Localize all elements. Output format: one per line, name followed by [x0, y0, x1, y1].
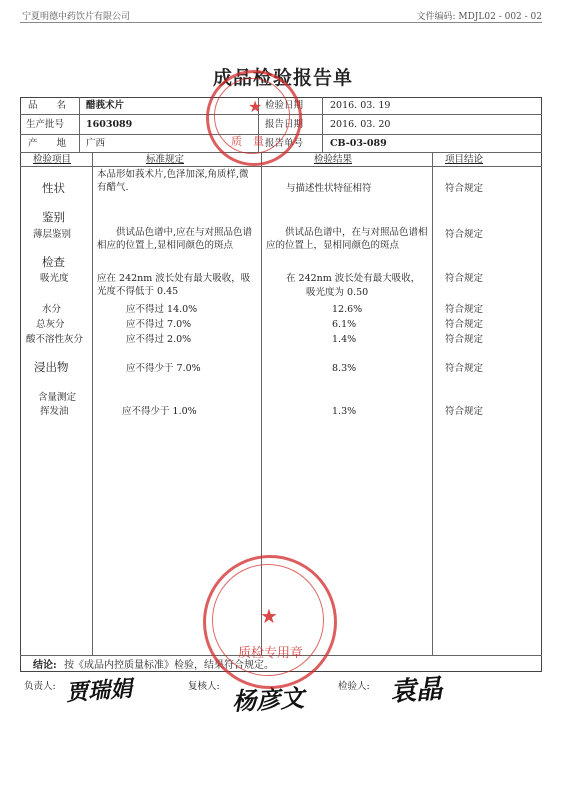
- result-total-ash: 6.1%: [332, 319, 357, 330]
- col-divider: [79, 97, 80, 152]
- result-tlc: 供试品色谱中，在与对照品色谱相应的位置上，显相同颜色的斑点: [266, 227, 428, 251]
- standard-absorbance: 应在 242nm 波长处有最大吸收，吸光度不得低于 0.45: [97, 273, 251, 297]
- conclusion-text: 按《成品内控质量标准》检验，结果符合规定。: [64, 660, 274, 671]
- conclusion-appearance: 符合规定: [445, 183, 484, 194]
- responsible-signature: 贾瑞娟: [65, 675, 133, 707]
- row-divider: [20, 166, 542, 167]
- seal-center-text: 质检专用章: [238, 646, 304, 661]
- result-moisture: 12.6%: [332, 304, 363, 315]
- conclusion-acid-insoluble-ash: 符合规定: [445, 334, 484, 345]
- standard-total-ash: 应不得过 7.0%: [126, 319, 192, 330]
- item-assay: 含量测定: [38, 392, 77, 403]
- item-moisture: 水分: [42, 304, 62, 315]
- name-value: 醋莪术片: [86, 100, 125, 111]
- batch-value: 1603089: [86, 119, 133, 130]
- conclusion-absorbance: 符合规定: [445, 273, 484, 284]
- result-extract: 8.3%: [332, 363, 357, 374]
- report-no-label: 报告单号: [265, 138, 304, 149]
- column-header-result: 检验结果: [314, 154, 353, 165]
- responsible-label: 负责人:: [24, 681, 56, 692]
- standard-appearance: 本品形如莪术片,色泽加深,角质样,微有醋气.: [97, 169, 249, 193]
- item-inspection: 检查: [42, 255, 65, 269]
- seal-star-icon: ★: [260, 604, 278, 628]
- reviewer-signature: 杨彦文: [231, 683, 305, 716]
- standard-tlc: 供试品色谱中,应在与对照品色谱相应的位置上,显相同颜色的斑点: [97, 227, 253, 251]
- report-no-value: CB-03-089: [330, 138, 387, 149]
- conclusion-tlc: 符合规定: [445, 229, 484, 240]
- name-label: 品 名: [28, 100, 67, 111]
- inspector-signature: 袁晶: [389, 674, 444, 708]
- column-header-item: 检验项目: [33, 154, 72, 165]
- conclusion-moisture: 符合规定: [445, 304, 484, 315]
- item-tlc: 薄层鉴别: [33, 229, 72, 240]
- item-appearance: 性状: [42, 181, 65, 195]
- item-total-ash: 总灰分: [36, 319, 65, 330]
- company-header: 宁夏明德中药饮片有限公司: [22, 12, 131, 22]
- result-acid-insoluble-ash: 1.4%: [332, 334, 357, 345]
- seal-center-text: 质 量: [231, 135, 264, 148]
- item-volatile-oil: 挥发油: [40, 406, 69, 417]
- inspector-label: 检验人:: [338, 681, 370, 692]
- col-divider: [322, 97, 323, 152]
- result-absorbance-line2: 吸光度为 0.50: [306, 287, 369, 298]
- quality-seal-top: [206, 70, 302, 166]
- column-header-standard: 标准规定: [146, 154, 185, 165]
- conclusion-extract: 符合规定: [445, 363, 484, 374]
- origin-value: 广西: [86, 138, 106, 149]
- page-title: 成品检验报告单: [212, 67, 353, 89]
- batch-label: 生产批号: [26, 119, 65, 130]
- report-date-label: 报告日期: [265, 119, 304, 130]
- standard-acid-insoluble-ash: 应不得过 2.0%: [126, 334, 192, 345]
- conclusion-label: 结论:: [33, 660, 57, 671]
- seal-star-icon: ★: [248, 97, 263, 116]
- item-absorbance: 吸光度: [40, 273, 69, 284]
- column-header-conclusion: 项目结论: [445, 154, 484, 165]
- standard-extract: 应不得少于 7.0%: [126, 363, 201, 374]
- origin-label: 产 地: [28, 138, 67, 149]
- item-extract: 浸出物: [34, 360, 69, 374]
- document-code: 文件编码: MDJL02 - 002 - 02: [416, 12, 542, 22]
- standard-moisture: 应不得过 14.0%: [126, 304, 198, 315]
- conclusion-volatile-oil: 符合规定: [445, 406, 484, 417]
- conclusion-total-ash: 符合规定: [445, 319, 484, 330]
- test-date-value: 2016. 03. 19: [330, 100, 391, 111]
- result-absorbance-line1: 在 242nm 波长处有最大吸收，: [286, 273, 421, 284]
- result-appearance: 与描述性状特征相符: [286, 183, 372, 194]
- item-acid-insoluble-ash: 酸不溶性灰分: [26, 334, 84, 345]
- standard-volatile-oil: 应不得少于 1.0%: [122, 406, 197, 417]
- col-divider: [92, 152, 93, 655]
- col-divider: [432, 152, 433, 655]
- result-volatile-oil: 1.3%: [332, 406, 357, 417]
- quality-seal-bottom: [203, 555, 337, 689]
- report-date-value: 2016. 03. 20: [330, 119, 391, 130]
- item-identification: 鉴别: [42, 210, 65, 224]
- reviewer-label: 复核人:: [188, 681, 220, 692]
- header-divider: [20, 22, 542, 23]
- test-date-label: 检验日期: [265, 100, 304, 111]
